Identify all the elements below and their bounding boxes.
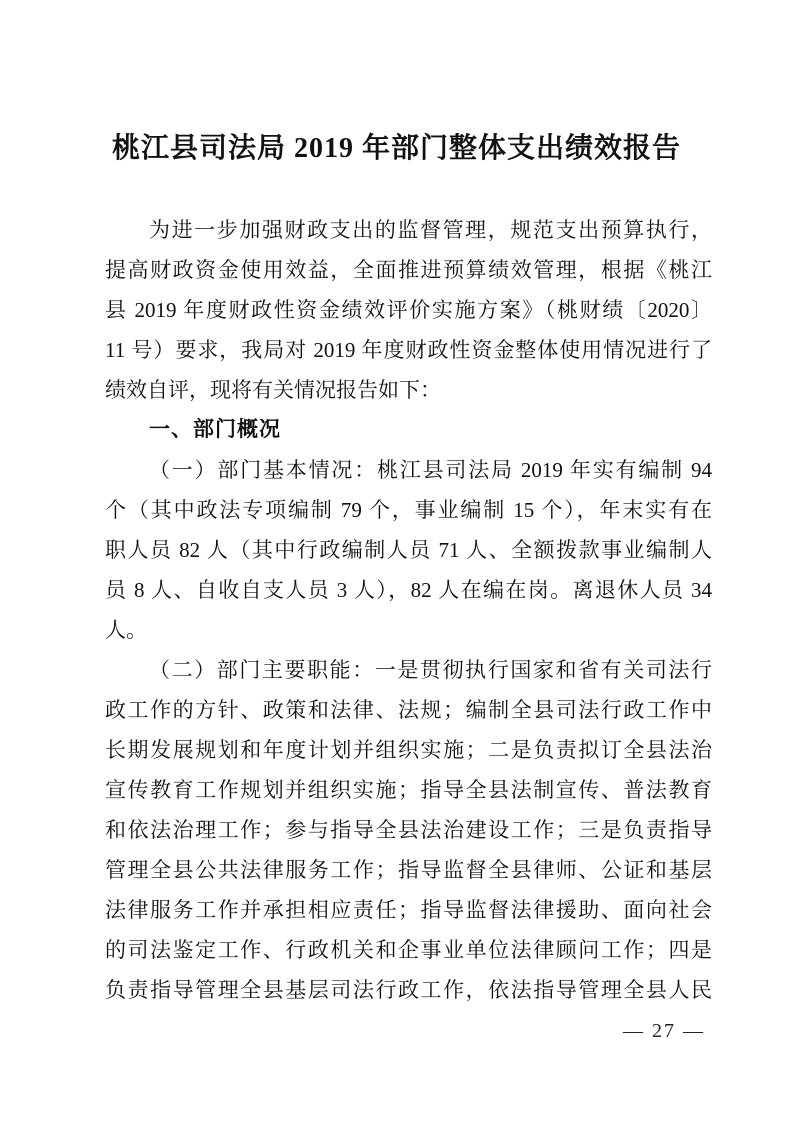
- text-line: （二）部门主要职能：一是贯彻执行国家和省有关司法行: [149, 658, 712, 682]
- text-line: 为进一步加强财政支出的监督管理，规范支出预算执行，: [149, 218, 712, 242]
- text-line: 长期发展规划和年度计划并组织实施；二是负责拟订全县法治: [105, 738, 712, 762]
- text-line: 政工作的方针、政策和法律、法规；编制全县司法行政工作中: [105, 698, 712, 722]
- text-line: 和依法治理工作；参与指导全县法治建设工作；三是负责指导: [105, 818, 712, 842]
- text-line: 个（其中政法专项编制 79 个，事业编制 15 个），年末实有在: [105, 498, 712, 522]
- text-line: 法律服务工作并承担相应责任；指导监督法律援助、面向社会: [105, 898, 712, 922]
- text-line: 职人员 82 人（其中行政编制人员 71 人、全额拨款事业编制人: [105, 538, 712, 562]
- section-heading-department-overview: 一、部门概况: [149, 418, 281, 441]
- text-line: 管理全县公共法律服务工作；指导监督全县律师、公证和基层: [105, 858, 712, 882]
- text-line: 宣传教育工作规划并组织实施；指导全县法制宣传、普法教育: [105, 778, 712, 802]
- text-line: 人。: [105, 618, 147, 642]
- paragraph-intro: [105, 210, 712, 410]
- document-title: 桃江县司法局 2019 年部门整体支出绩效报告: [111, 133, 681, 164]
- paragraph-main-functions: [105, 650, 712, 1010]
- paragraph-basic-situation: [105, 450, 712, 650]
- text-line: 县 2019 年度财政性资金绩效评价实施方案》（桃财绩〔2020〕: [105, 298, 712, 322]
- text-line: 员 8 人、自收自支人员 3 人），82 人在编在岗。离退休人员 34: [105, 578, 712, 602]
- text-line: 的司法鉴定工作、行政机关和企事业单位法律顾问工作；四是: [105, 938, 712, 962]
- document-body: [105, 210, 712, 1010]
- text-line: 提高财政资金使用效益，全面推进预算绩效管理，根据《桃江: [105, 258, 712, 282]
- text-line: 11 号）要求，我局对 2019 年度财政性资金整体使用情况进行了: [105, 338, 712, 362]
- text-line: 负责指导管理全县基层司法行政工作，依法指导管理全县人民: [105, 978, 712, 1002]
- text-line: （一）部门基本情况：桃江县司法局 2019 年实有编制 94: [149, 458, 712, 482]
- page-number: — 27 —: [623, 1020, 705, 1042]
- text-line: 绩效自评，现将有关情况报告如下：: [105, 378, 441, 402]
